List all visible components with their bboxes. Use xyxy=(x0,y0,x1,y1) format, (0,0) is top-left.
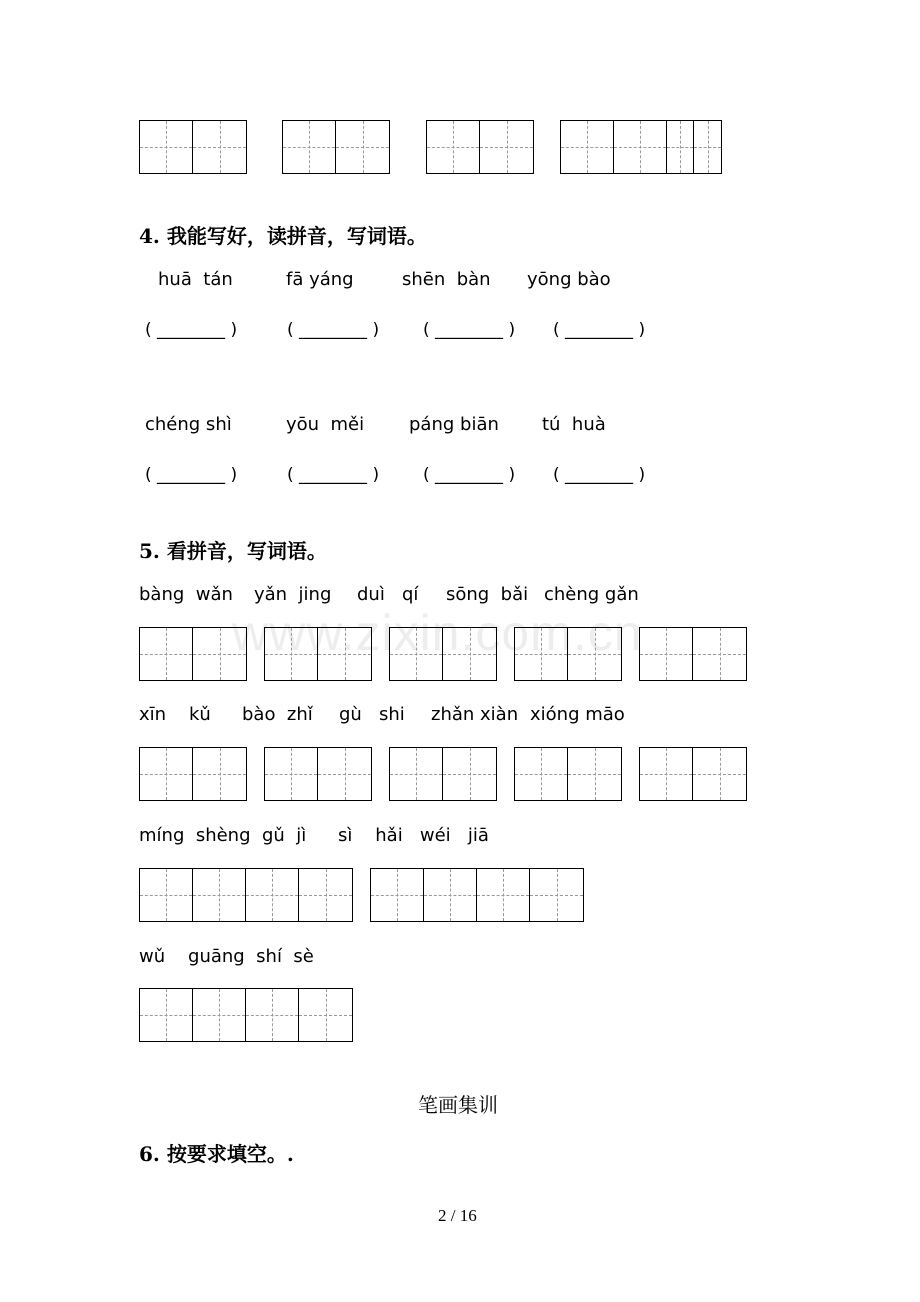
grid-cell[interactable] xyxy=(371,869,424,921)
pinyin-label: gù shi xyxy=(339,704,405,725)
writing-grid[interactable] xyxy=(370,868,584,922)
pinyin-label: sì hǎi wéi jiā xyxy=(338,825,489,846)
grid-cell[interactable] xyxy=(193,628,246,680)
writing-grid[interactable] xyxy=(264,627,372,681)
grid-cell[interactable] xyxy=(140,989,193,1041)
writing-grid[interactable] xyxy=(639,627,747,681)
grid-cell[interactable] xyxy=(561,121,614,173)
grid-cell[interactable] xyxy=(140,628,193,680)
answer-blank[interactable]: ( ________ ) xyxy=(145,465,238,485)
pinyin-label: yǎn jing xyxy=(254,584,332,605)
grid-cell[interactable] xyxy=(480,121,533,173)
question-6-heading: 6. 按要求填空。. xyxy=(139,1142,294,1166)
grid-cell[interactable] xyxy=(443,748,496,800)
answer-blank[interactable]: ( ________ ) xyxy=(553,320,646,340)
answer-blank[interactable]: ( ________ ) xyxy=(145,320,238,340)
writing-grid[interactable] xyxy=(514,627,622,681)
grid-cell[interactable] xyxy=(193,989,246,1041)
pinyin-label: tú huà xyxy=(542,414,606,435)
writing-grid[interactable] xyxy=(389,627,497,681)
grid-cell[interactable] xyxy=(515,748,568,800)
grid-cell[interactable] xyxy=(299,989,352,1041)
pinyin-label: míng shèng gǔ jì xyxy=(139,825,307,846)
grid-cell[interactable] xyxy=(614,121,667,173)
pinyin-label: bào zhǐ xyxy=(242,704,313,725)
grid-cell[interactable] xyxy=(246,869,299,921)
grid-cell[interactable] xyxy=(568,748,621,800)
pinyin-label: xióng māo xyxy=(530,704,625,725)
writing-grid[interactable] xyxy=(426,120,534,174)
grid-cell[interactable] xyxy=(140,748,193,800)
pinyin-label: chèng gǎn xyxy=(544,584,639,605)
pinyin-label: páng biān xyxy=(409,414,499,435)
answer-blank[interactable]: ( ________ ) xyxy=(287,320,380,340)
grid-cell[interactable] xyxy=(568,628,621,680)
grid-cell[interactable] xyxy=(246,989,299,1041)
grid-cell[interactable] xyxy=(640,748,693,800)
pinyin-label: bàng wǎn xyxy=(139,584,233,605)
grid-cell[interactable] xyxy=(318,628,371,680)
question-5-heading: 5. 看拼音，写词语。 xyxy=(139,539,327,563)
writing-grid[interactable] xyxy=(639,747,747,801)
pinyin-label: sōng bǎi xyxy=(446,584,529,605)
grid-cell[interactable] xyxy=(283,121,336,173)
grid-cell[interactable] xyxy=(667,121,694,173)
grid-cell[interactable] xyxy=(443,628,496,680)
grid-cell[interactable] xyxy=(193,869,246,921)
grid-cell[interactable] xyxy=(265,748,318,800)
grid-cell[interactable] xyxy=(336,121,389,173)
section-title: 笔画集训 xyxy=(418,1093,498,1117)
grid-cell[interactable] xyxy=(193,748,246,800)
pinyin-label: wǔ guāng shí sè xyxy=(139,946,314,967)
writing-grid[interactable] xyxy=(139,120,247,174)
grid-cell[interactable] xyxy=(390,628,443,680)
pinyin-label: huā tán xyxy=(158,269,233,290)
writing-grid[interactable] xyxy=(139,627,247,681)
question-4-heading: 4. 我能写好，读拼音，写词语。 xyxy=(139,224,427,248)
grid-cell[interactable] xyxy=(390,748,443,800)
grid-cell[interactable] xyxy=(318,748,371,800)
writing-grid[interactable] xyxy=(139,747,247,801)
answer-blank[interactable]: ( ________ ) xyxy=(423,465,516,485)
page-number: 2 / 16 xyxy=(438,1206,477,1225)
answer-blank[interactable]: ( ________ ) xyxy=(287,465,380,485)
grid-cell[interactable] xyxy=(424,869,477,921)
grid-cell[interactable] xyxy=(477,869,530,921)
pinyin-label: zhǎn xiàn xyxy=(431,704,519,725)
writing-grid[interactable] xyxy=(264,747,372,801)
pinyin-label: fā yáng xyxy=(286,269,354,290)
answer-blank[interactable]: ( ________ ) xyxy=(553,465,646,485)
grid-cell[interactable] xyxy=(693,748,746,800)
watermark: www.zixin.com.cn xyxy=(232,605,643,661)
pinyin-label: chéng shì xyxy=(145,414,232,435)
pinyin-label: xīn kǔ xyxy=(139,704,211,725)
grid-cell[interactable] xyxy=(193,121,246,173)
writing-grid[interactable] xyxy=(560,120,722,174)
writing-grid[interactable] xyxy=(282,120,390,174)
writing-grid[interactable] xyxy=(389,747,497,801)
writing-grid[interactable] xyxy=(139,868,353,922)
grid-cell[interactable] xyxy=(694,121,721,173)
grid-cell[interactable] xyxy=(515,628,568,680)
grid-cell[interactable] xyxy=(530,869,583,921)
writing-grid[interactable] xyxy=(514,747,622,801)
grid-cell[interactable] xyxy=(140,869,193,921)
grid-cell[interactable] xyxy=(140,121,193,173)
writing-grid[interactable] xyxy=(139,988,353,1042)
grid-cell[interactable] xyxy=(693,628,746,680)
pinyin-label: duì qí xyxy=(357,584,419,605)
grid-cell[interactable] xyxy=(427,121,480,173)
answer-blank[interactable]: ( ________ ) xyxy=(423,320,516,340)
pinyin-label: shēn bàn xyxy=(402,269,491,290)
grid-cell[interactable] xyxy=(640,628,693,680)
grid-cell[interactable] xyxy=(299,869,352,921)
grid-cell[interactable] xyxy=(265,628,318,680)
pinyin-label: yōu měi xyxy=(286,414,365,435)
pinyin-label: yōng bào xyxy=(527,269,611,290)
